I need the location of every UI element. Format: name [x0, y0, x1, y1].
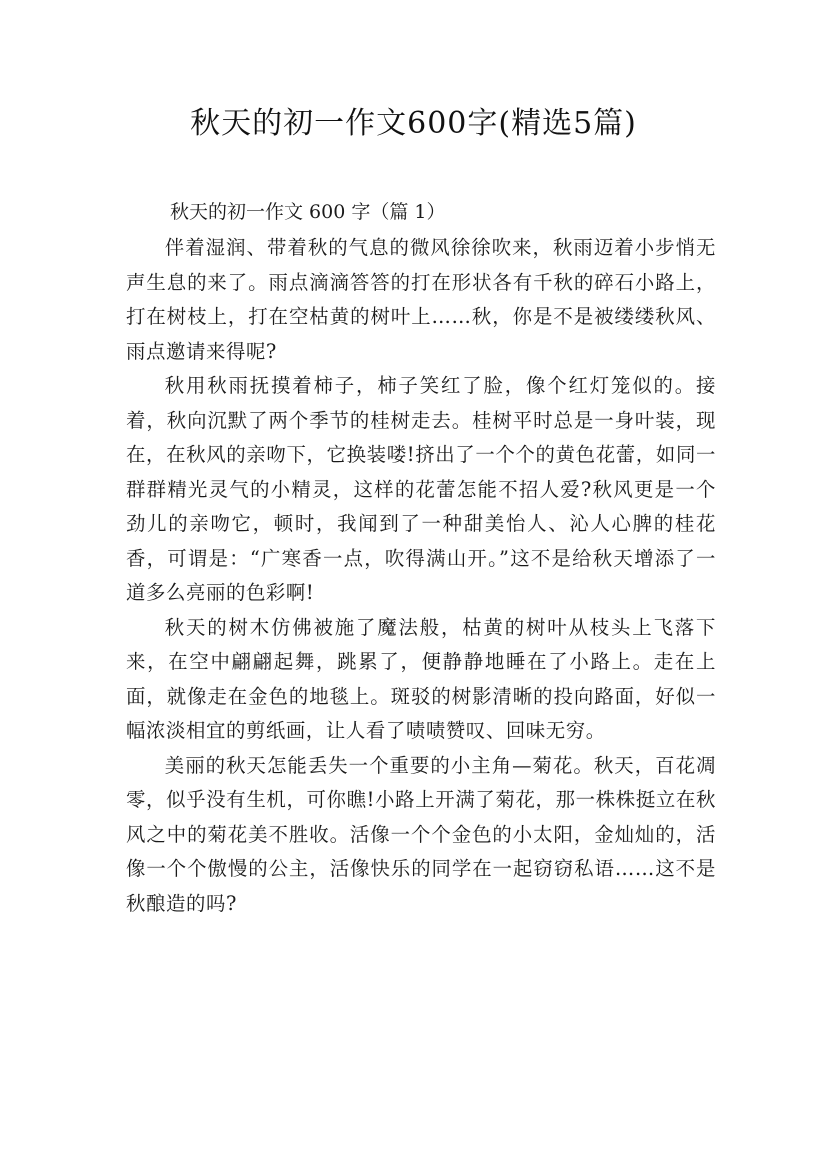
essay-body	[126, 231, 716, 921]
section-heading: 秋天的初一作文 600 字（篇 1）	[170, 201, 446, 223]
paragraph-3: 秋天的树木仿佛被施了魔法般，枯黄的树叶从枝头上飞落下来，在空中翩翩起舞，跳累了，便静静地睡在了小路上。走在上面，就像走在金色的地毯上。斑驳的树影清晰的投向路面，好似一幅浓淡相宜的剪纸画，让人看了啧啧赞叹、回味无穷。	[126, 615, 716, 742]
document-title: 秋天的初一作文600字(精选5篇)	[190, 106, 637, 141]
paragraph-4: 美丽的秋天怎能丢失一个重要的小主角—菊花。秋天，百花凋零，似乎没有生机，可你瞧!小路上开满了菊花，那一株株挺立在秋风之中的菊花美不胜收。活像一个个金色的小太阳，金灿灿的，活像一个个傲慢的公主，活像快乐的同学在一起窃窃私语……这不是秋酿造的吗?	[126, 753, 716, 915]
paragraph-2: 秋用秋雨抚摸着柿子，柿子笑红了脸，像个红灯笼似的。接着，秋向沉默了两个季节的桂树走去。桂树平时总是一身叶装，现在，在秋风的亲吻下，它换装喽!挤出了一个个的黄色花蕾，如同一群群精光灵气的小精灵，这样的花蕾怎能不招人爱?秋风更是一个劲儿的亲吻它，顿时，我闻到了一种甜美怡人、沁人心脾的桂花香，可谓是：“广寒香一点，吹得满山开。”这不是给秋天增添了一道多么亮丽的色彩啊!	[126, 374, 716, 604]
paragraph-1: 伴着湿润、带着秋的气息的微风徐徐吹来，秋雨迈着小步悄无声生息的来了。雨点滴滴答答的打在形状各有千秋的碎石小路上，打在树枝上，打在空枯黄的树叶上……秋，你是不是被缕缕秋风、雨点邀请来得呢?	[126, 236, 716, 363]
